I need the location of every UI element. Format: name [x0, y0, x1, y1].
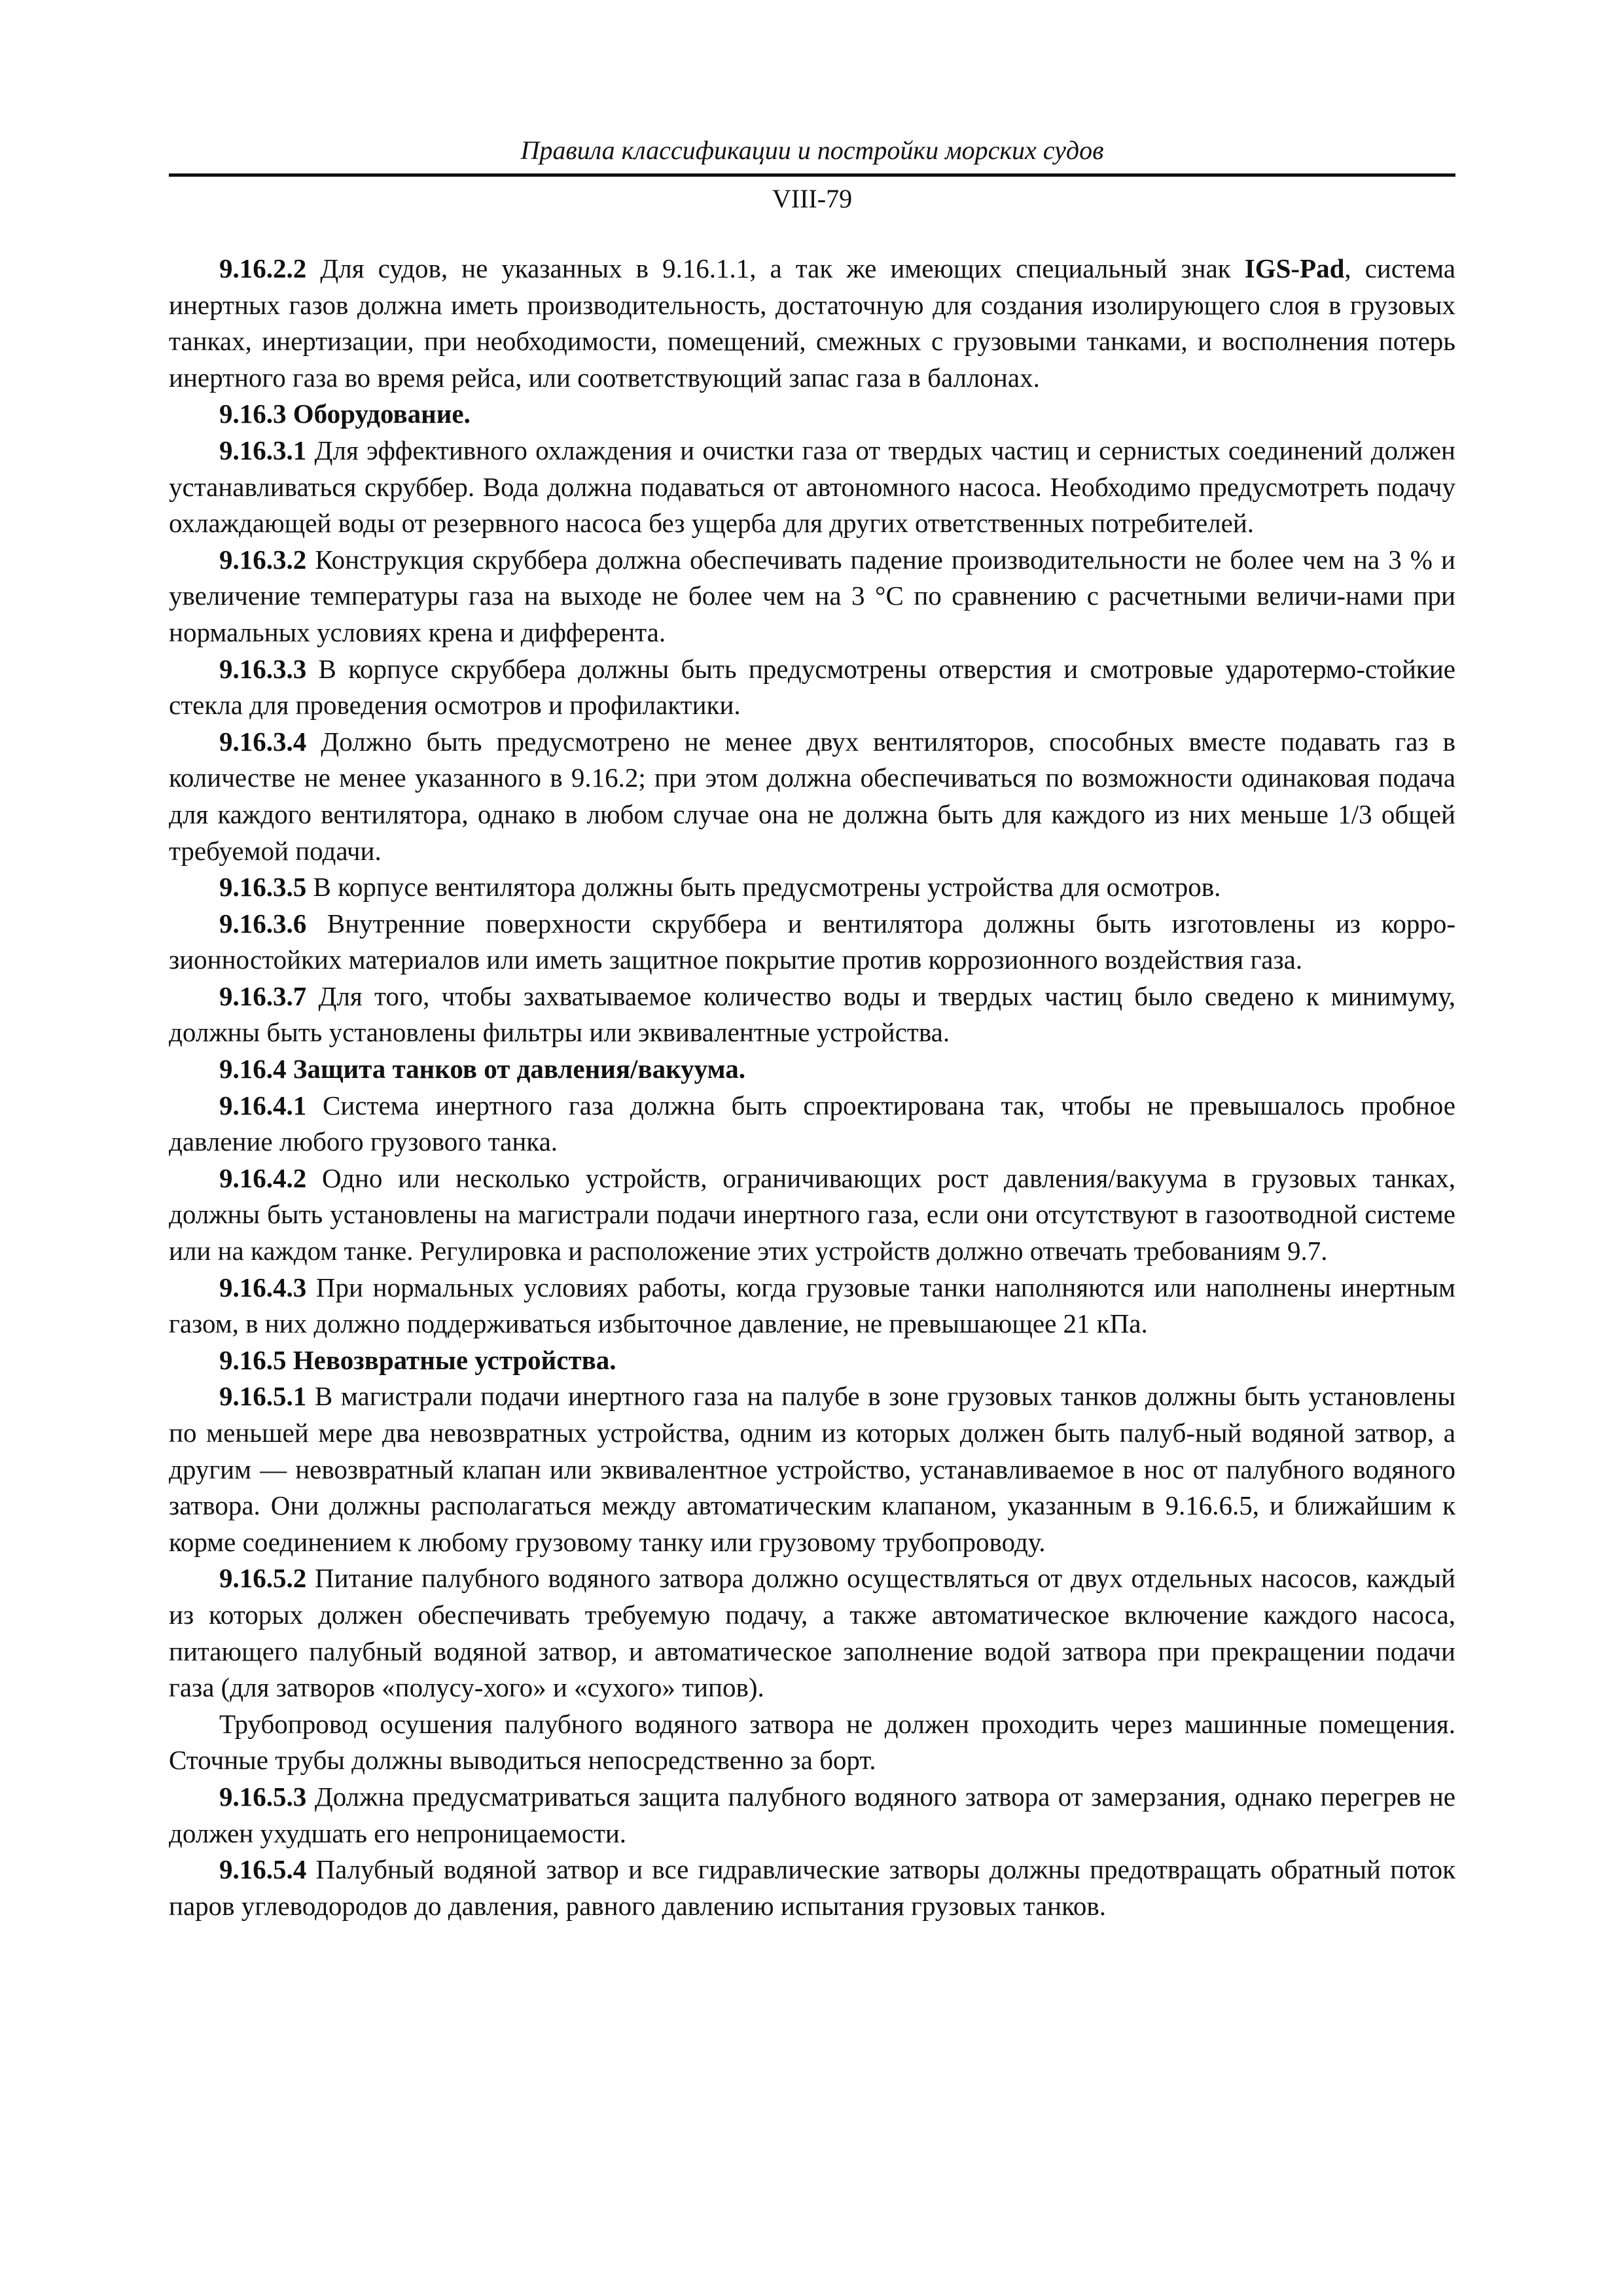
- paragraph-9-16-3-3: [169, 651, 1455, 724]
- paragraph-text: Для того, чтобы захватываемое количество воды и твердых частиц было сведено к минимуму, должны быть установлены фильтры или эквивалентные устройства.: [169, 980, 1455, 1048]
- paragraph-9-16-2-2: [169, 251, 1455, 396]
- paragraph-9-16-5-1: [169, 1378, 1455, 1560]
- section-heading-text: 9.16.3 Оборудование.: [219, 399, 471, 429]
- clause-number: 9.16.4.1: [219, 1090, 307, 1121]
- paragraph-9-16-5-2: [169, 1560, 1455, 1706]
- paragraph-9-16-4-1: [169, 1088, 1455, 1160]
- clause-number: 9.16.3.1: [219, 435, 307, 465]
- section-heading-9-16-4: [169, 1051, 1455, 1088]
- clause-number: 9.16.5.2: [219, 1563, 307, 1594]
- header-rule: [169, 173, 1455, 177]
- section-heading-9-16-5: [169, 1342, 1455, 1379]
- paragraph-text-tail: , система инертных газов должна иметь производительность, достаточную для создания изолирующего слоя в грузовых танках, инертизации, при необходимости, помещений, смежных с грузовыми танками, и восполнения потерь инертного газа во время рейса, или соответствующий запас газа в баллонах.: [169, 253, 1455, 393]
- paragraph-text: Для судов, не указанных в 9.16.1.1, а так же имеющих специальный знак: [306, 253, 1245, 283]
- paragraph-9-16-3-2: [169, 542, 1455, 651]
- paragraph-text: Должна предусматриваться защита палубного водяного затвора от замерзания, однако перегрев не должен ухудшать его непроницаемости.: [169, 1781, 1455, 1848]
- paragraph-9-16-3-5: [169, 869, 1455, 906]
- clause-number: 9.16.3.7: [219, 980, 307, 1011]
- paragraph-text: В корпусе скруббера должны быть предусмотрены отверстия и смотровые ударотермо-стойкие стекла для проведения осмотров и профилактики.: [169, 653, 1455, 721]
- paragraph-9-16-4-3: [169, 1270, 1455, 1342]
- paragraph-text: При нормальных условиях работы, когда грузовые танки наполняются или наполнены инертным газом, в них должно поддерживаться избыточное давление, не превышающее 21 кПа.: [169, 1272, 1455, 1339]
- paragraph-text: Трубопровод осушения палубного водяного затвора не должен проходить через машинные помещения. Сточные трубы должны выводиться непосредственно за борт.: [169, 1708, 1455, 1776]
- paragraph-text: В магистрали подачи инертного газа на палубе в зоне грузовых танков должны быть установлены по меньшей мере два невозвратных устройства, одним из которых должен быть палуб-ный водяной затвор, а другим — невозвратный клапан или эквивалентное устройство, устанавливаемое в нос от палубного водяного затвора. Они должны располагаться между автоматическим клапаном, указанным в 9.16.6.5, и ближайшим к корме соединением к любому грузовому танку или грузовому трубопроводу.: [169, 1381, 1455, 1557]
- clause-number: 9.16.3.3: [219, 653, 307, 684]
- special-mark: IGS-Pad: [1244, 253, 1345, 283]
- clause-number: 9.16.3.6: [219, 908, 307, 939]
- clause-number: 9.16.4.2: [219, 1162, 307, 1193]
- paragraph-9-16-5-2-continued: [169, 1706, 1455, 1779]
- clause-number: 9.16.5.4: [219, 1854, 307, 1885]
- clause-number: 9.16.3.5: [219, 872, 307, 903]
- paragraph-9-16-5-3: [169, 1779, 1455, 1852]
- paragraph-9-16-3-6: [169, 906, 1455, 978]
- paragraph-text: Внутренние поверхности скруббера и вентилятора должны быть изготовлены из корро-зионностойких материалов или иметь защитное покрытие против коррозионного воздействия газа.: [169, 908, 1455, 975]
- paragraph-text: Палубный водяной затвор и все гидравлические затворы должны предотвращать обратный поток паров углеводородов до давления, равного давлению испытания грузовых танков.: [169, 1854, 1455, 1921]
- clause-number: 9.16.3.4: [219, 726, 307, 757]
- document-body: [169, 251, 1455, 1924]
- paragraph-9-16-3-4: [169, 724, 1455, 869]
- paragraph-9-16-3-1: [169, 433, 1455, 542]
- paragraph-text: Для эффективного охлаждения и очистки газа от твердых частиц и сернистых соединений должен устанавливаться скруббер. Вода должна подаваться от автономного насоса. Необходимо предусмотреть подачу охлаждающей воды от резервного насоса без ущерба для других ответственных потребителей.: [169, 435, 1455, 539]
- paragraph-9-16-3-7: [169, 978, 1455, 1051]
- clause-number: 9.16.5.1: [219, 1381, 307, 1412]
- clause-number: 9.16.5.3: [219, 1781, 307, 1812]
- paragraph-text: Система инертного газа должна быть спроектирована так, чтобы не превышалось пробное давление любого грузового танка.: [169, 1090, 1455, 1157]
- section-heading-9-16-3: [169, 396, 1455, 433]
- paragraph-9-16-5-4: [169, 1852, 1455, 1924]
- document-page: [169, 134, 1455, 1924]
- clause-number: 9.16.3.2: [219, 544, 307, 575]
- paragraph-text: Должно быть предусмотрено не менее двух вентиляторов, способных вместе подавать газ в количестве не менее указанного в 9.16.2; при этом должна обеспечиваться по возможности одинаковая подача для каждого вентилятора, однако в любом случае она не должна быть для каждого из них меньше 1/3 общей требуемой подачи.: [169, 726, 1455, 866]
- paragraph-text: Одно или несколько устройств, ограничивающих рост давления/вакуума в грузовых танках, должны быть установлены на магистрали подачи инертного газа, если они отсутствуют в газоотводной системе или на каждом танке. Регулировка и расположение этих устройств должно отвечать требованиям 9.7.: [169, 1162, 1455, 1266]
- running-title: Правила классификации и постройки морских судов: [520, 135, 1104, 165]
- paragraph-text: В корпусе вентилятора должны быть предусмотрены устройства для осмотров.: [306, 872, 1221, 903]
- paragraph-text: Конструкция скруббера должна обеспечивать падение производительности не более чем на 3 % и увеличение температуры газа на выходе не более чем на 3 °С по сравнению с расчетными величи-нами при нормальных условиях крена и дифферента.: [169, 544, 1455, 647]
- page-number: VIII-79: [772, 184, 853, 213]
- paragraph-text: Питание палубного водяного затвора должно осуществляться от двух отдельных насосов, каждый из которых должен обеспечивать требуемую подачу, а также автоматическое включение каждого насоса, питающего палубный водяной затвор, и автоматическое заполнение водой затвора при прекращении подачи газа (для затворов «полусу-хого» и «сухого» типов).: [169, 1563, 1455, 1703]
- clause-number: 9.16.4.3: [219, 1272, 307, 1302]
- section-heading-text: 9.16.5 Невозвратные устройства.: [219, 1344, 616, 1375]
- section-heading-text: 9.16.4 Защита танков от давления/вакуума.: [219, 1054, 745, 1085]
- clause-number: 9.16.2.2: [219, 253, 307, 283]
- paragraph-9-16-4-2: [169, 1160, 1455, 1270]
